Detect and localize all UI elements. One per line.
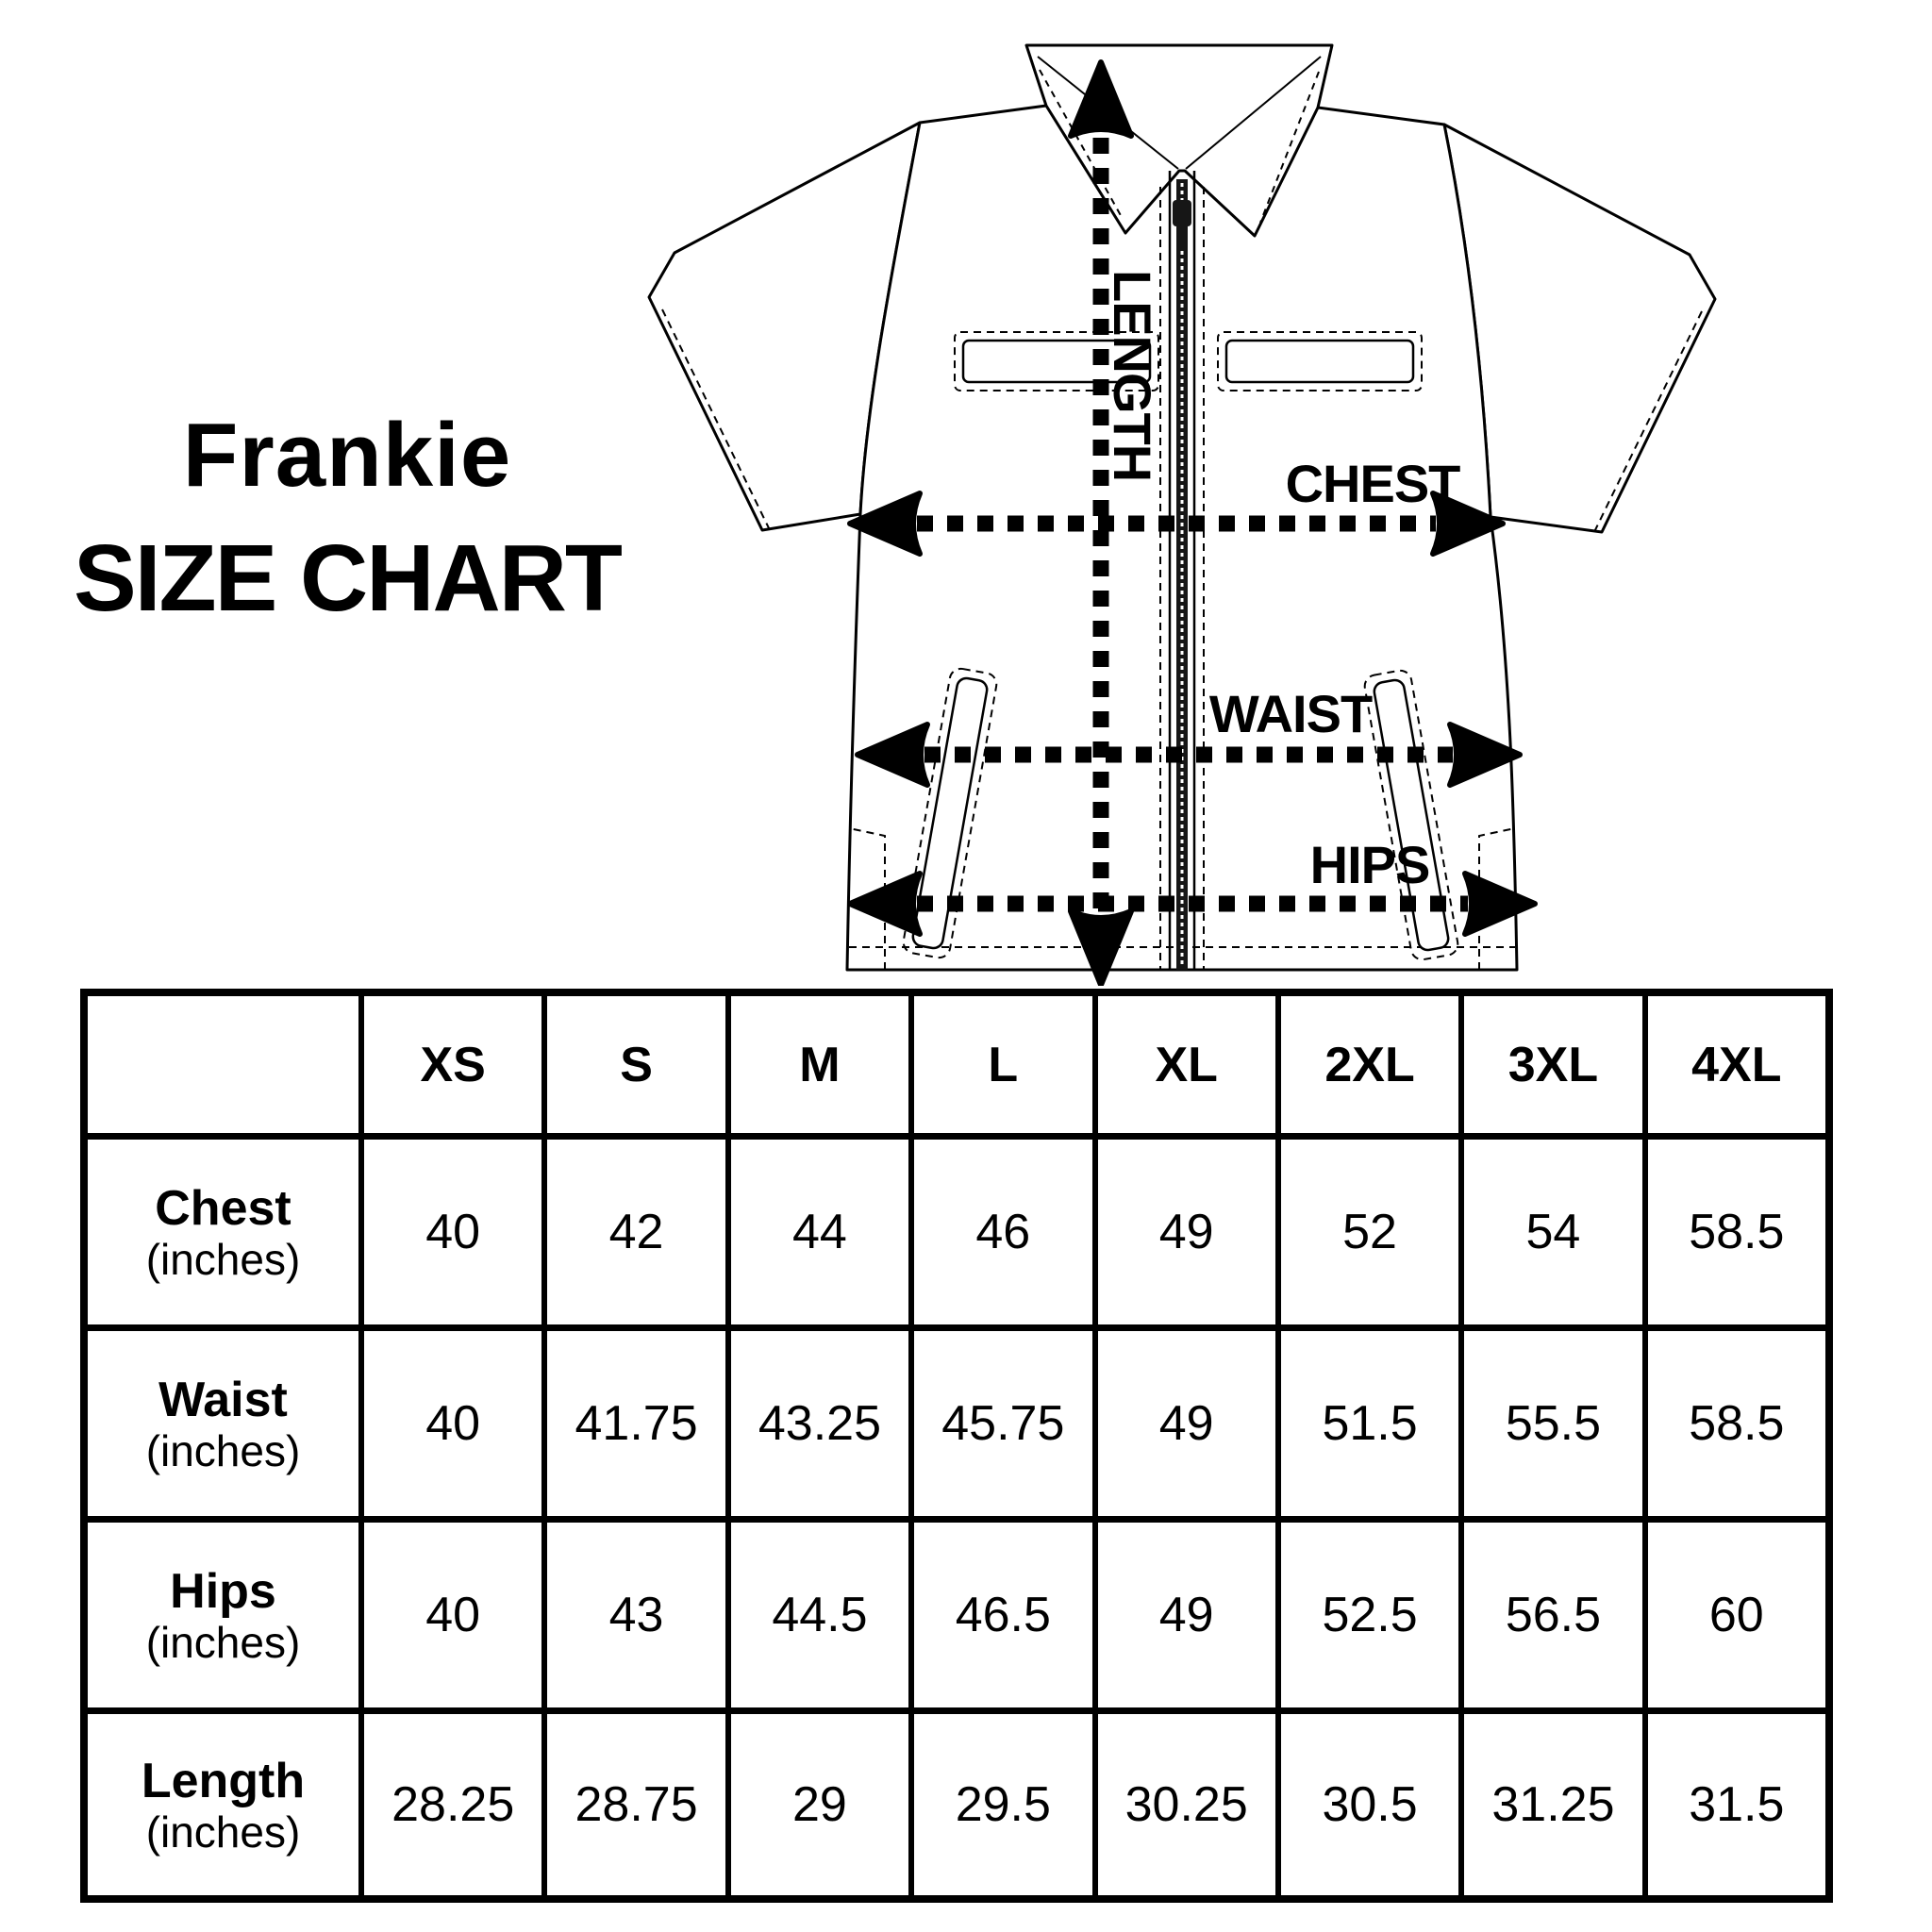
hips-value-2xl: 52.5 bbox=[1275, 1516, 1458, 1707]
size-header-4xl: 4XL bbox=[1642, 996, 1825, 1133]
hips-value-l: 46.5 bbox=[908, 1516, 1091, 1707]
hips-value-xs: 40 bbox=[358, 1516, 541, 1707]
size-header-2xl: 2XL bbox=[1275, 996, 1458, 1133]
hips-label: HIPS bbox=[1309, 835, 1430, 894]
chest-value-3xl: 54 bbox=[1458, 1133, 1641, 1324]
chest-label: CHEST bbox=[1285, 454, 1460, 513]
waist-value-l: 45.75 bbox=[908, 1324, 1091, 1516]
waist-value-3xl: 55.5 bbox=[1458, 1324, 1641, 1516]
waist-value-s: 41.75 bbox=[541, 1324, 724, 1516]
row-label-chest: Chest (inches) bbox=[88, 1133, 358, 1324]
size-header-s: S bbox=[541, 996, 724, 1133]
chest-value-4xl: 58.5 bbox=[1642, 1133, 1825, 1324]
size-header-l: L bbox=[908, 996, 1091, 1133]
hips-value-xl: 49 bbox=[1092, 1516, 1275, 1707]
length-value-xl: 30.25 bbox=[1092, 1707, 1275, 1895]
waist-value-2xl: 51.5 bbox=[1275, 1324, 1458, 1516]
chest-value-l: 46 bbox=[908, 1133, 1091, 1324]
right-chest-pocket bbox=[1226, 341, 1413, 382]
waist-value-xl: 49 bbox=[1092, 1324, 1275, 1516]
chest-value-s: 42 bbox=[541, 1133, 724, 1324]
length-value-s: 28.75 bbox=[541, 1707, 724, 1895]
row-label-hips: Hips (inches) bbox=[88, 1516, 358, 1707]
length-value-xs: 28.25 bbox=[358, 1707, 541, 1895]
hips-value-4xl: 60 bbox=[1642, 1516, 1825, 1707]
waist-label: WAIST bbox=[1208, 684, 1373, 743]
length-value-4xl: 31.5 bbox=[1642, 1707, 1825, 1895]
size-header-3xl: 3XL bbox=[1458, 996, 1641, 1133]
zipper-slider bbox=[1173, 200, 1191, 226]
chest-value-2xl: 52 bbox=[1275, 1133, 1458, 1324]
waist-value-xs: 40 bbox=[358, 1324, 541, 1516]
row-label-length: Length (inches) bbox=[88, 1707, 358, 1895]
length-value-m: 29 bbox=[725, 1707, 908, 1895]
zipper-pull bbox=[1177, 226, 1187, 247]
size-header-xs: XS bbox=[358, 996, 541, 1133]
table-corner-cell bbox=[88, 996, 358, 1133]
size-table bbox=[80, 989, 1833, 1903]
length-value-2xl: 30.5 bbox=[1275, 1707, 1458, 1895]
waist-value-4xl: 58.5 bbox=[1642, 1324, 1825, 1516]
length-value-l: 29.5 bbox=[908, 1707, 1091, 1895]
chest-value-xs: 40 bbox=[358, 1133, 541, 1324]
hips-value-s: 43 bbox=[541, 1516, 724, 1707]
hips-value-m: 44.5 bbox=[725, 1516, 908, 1707]
size-chart-heading: SIZE CHART bbox=[74, 525, 621, 631]
waist-value-m: 43.25 bbox=[725, 1324, 908, 1516]
size-header-xl: XL bbox=[1092, 996, 1275, 1133]
length-value-3xl: 31.25 bbox=[1458, 1707, 1641, 1895]
chest-value-m: 44 bbox=[725, 1133, 908, 1324]
length-label: LENGTH bbox=[1103, 270, 1162, 482]
hips-value-3xl: 56.5 bbox=[1458, 1516, 1641, 1707]
size-header-m: M bbox=[725, 996, 908, 1133]
product-name: Frankie bbox=[182, 405, 512, 506]
row-label-waist: Waist (inches) bbox=[88, 1324, 358, 1516]
chest-value-xl: 49 bbox=[1092, 1133, 1275, 1324]
